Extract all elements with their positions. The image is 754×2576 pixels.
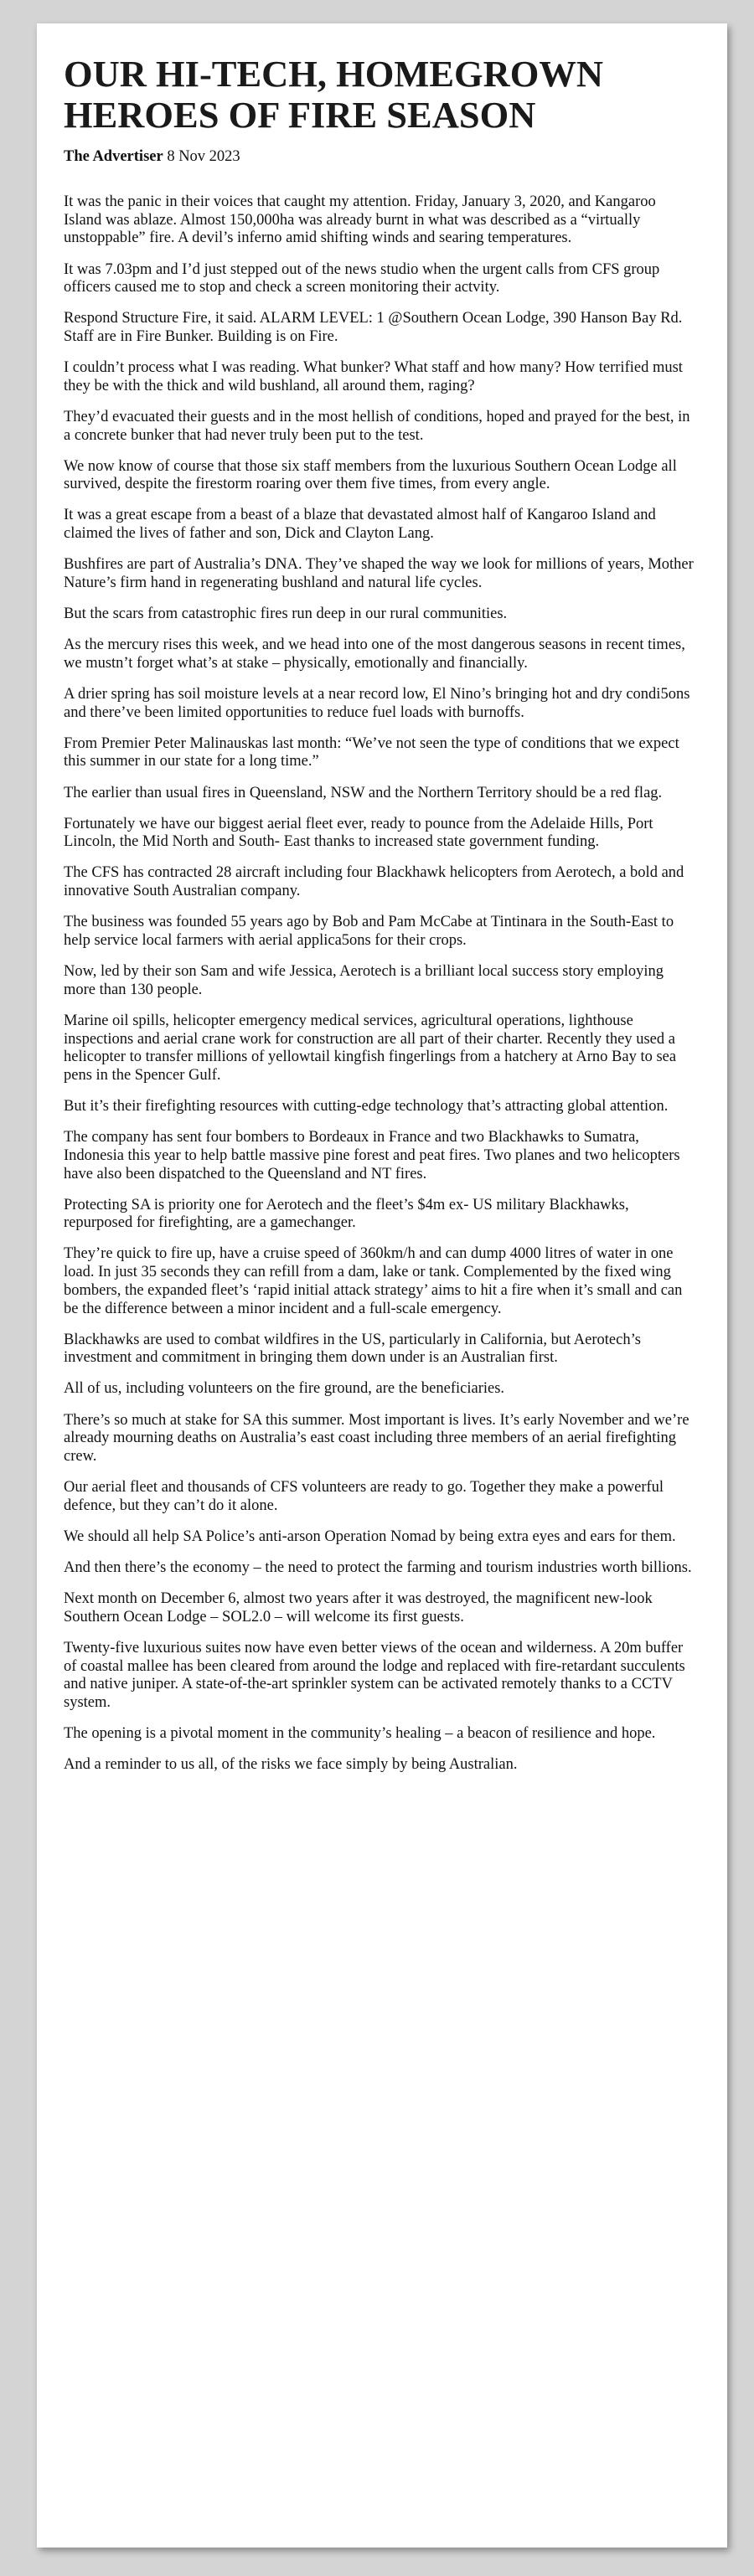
article-paragraph: Marine oil spills, helicopter emergency medical services, agricultural operations, lighthouse inspections and aerial crane work for construction are all part of their charter. Recently they used a helicopter to transfer millions of yellowtail kingfish fingerlings from a hatchery at Arno Bay to sea pens in the Spencer Gulf. (64, 1012, 677, 1084)
article-paragraph: And a reminder to us all, of the risks we face simply by being Australian. (64, 1756, 518, 1774)
article-paragraph: Protecting SA is priority one for Aerotech and the fleet’s $4m ex- US military Blackhawks, repurposed for firefighting, are a gamechanger. (64, 1196, 629, 1232)
article-paragraph: But the scars from catastrophic fires run deep in our rural communities. (64, 605, 508, 623)
article-paragraph: I couldn’t process what I was reading. What bunker? What staff and how many? How terrified must they be with the thick and wild bushland, all around them, raging? (64, 359, 683, 394)
article-paragraph: It was the panic in their voices that caught my attention. Friday, January 3, 2020, and Kangaroo Island was ablaze. Almost 150,000ha was already burnt in what was described as a “virtually unstoppable” fire. A devil’s inferno amid shifting winds and searing temperatures. (64, 193, 656, 247)
article-paragraph: Respond Structure Fire, it said. ALARM LEVEL: 1 @Southern Ocean Lodge, 390 Hanson Bay Rd. Staff are in Fire Bunker. Building is on Fire. (64, 310, 683, 345)
article-paragraph: All of us, including volunteers on the fire ground, are the beneficiaries. (64, 1380, 505, 1398)
byline (64, 147, 695, 166)
article-paragraph: A drier spring has soil moisture levels at a near record low, El Nino’s bringing hot and dry condi5ons and there’ve been limited opportunities to reduce fuel loads with burnoffs. (64, 685, 690, 721)
article-paragraph: Our aerial fleet and thousands of CFS volunteers are ready to go. Together they make a powerful defence, but they can’t do it alone. (64, 1479, 664, 1514)
article-paragraph: Now, led by their son Sam and wife Jessica, Aerotech is a brilliant local success story employing more than 130 people. (64, 963, 664, 998)
article-paragraph: The earlier than usual fires in Queensland, NSW and the Northern Territory should be a red flag. (64, 784, 663, 801)
article-paragraph: They’re quick to fire up, have a cruise speed of 360km/h and can dump 4000 litres of water in one load. In just 35 seconds they can refill from a dam, lake or tank. Complemented by the fixed wing bombers, the expanded fleet’s ‘rapid initial attack strategy’ aims to hit a fire when it’s small and can be the difference between a minor incident and a full-scale emergency. (64, 1245, 683, 1317)
article-paragraph: The opening is a pivotal moment in the community’s healing – a beacon of resilience and hope. (64, 1725, 656, 1743)
article-paragraph: From Premier Peter Malinauskas last month: “We’ve not seen the type of conditions that we expect this summer in our state for a long time.” (64, 734, 679, 770)
article-headline: OUR HI-TECH, HOMEGROWN HEROES OF FIRE SEASON (64, 53, 604, 136)
article-paragraph: Fortunately we have our biggest aerial fleet ever, ready to pounce from the Adelaide Hills, Port Lincoln, the Mid North and South- East thanks to increased state government funding. (64, 815, 653, 851)
publication-date: 8 Nov 2023 (167, 148, 240, 165)
article-paragraph: But it’s their firefighting resources with cutting-edge technology that’s attracting global attention. (64, 1098, 669, 1115)
article-paragraph: And then there’s the economy – the need to protect the farming and tourism industries worth billions. (64, 1558, 692, 1576)
article-paragraph: It was a great escape from a beast of a blaze that devastated almost half of Kangaroo Island and claimed the lives of father and son, Dick and Clayton Lang. (64, 507, 656, 543)
article-paragraph: The company has sent four bombers to Bordeaux in France and two Blackhawks to Sumatra, Indonesia this year to help battle massive pine forest and peat fires. Two planes and two helicopters have also been dispatched to the Queensland and NT fires. (64, 1129, 680, 1182)
article-paragraph: As the mercury rises this week, and we head into one of the most dangerous seasons in recent times, we mustn’t forget what’s at stake – physically, emotionally and financially. (64, 636, 685, 672)
article-paragraph: The business was founded 55 years ago by Bob and Pam McCabe at Tintinara in the South-East to help service local farmers with aerial applica5ons for their crops. (64, 914, 674, 949)
article-paragraph: There’s so much at stake for SA this summer. Most important is lives. It’s early November and we’re already mourning deaths on Australia’s east coast including three members of an aerial firefighting crew. (64, 1411, 689, 1465)
article-paragraph: Blackhawks are used to combat wildfires in the US, particularly in California, but Aerotech’s investment and commitment in bringing them down under is an Australian first. (64, 1331, 641, 1367)
publication-name: The Advertiser (64, 148, 163, 165)
article-body (64, 193, 695, 1775)
article-page (37, 23, 727, 2548)
article-paragraph: The CFS has contracted 28 aircraft including four Blackhawk helicopters from Aerotech, a bold and innovative South Australian company. (64, 864, 684, 900)
article-paragraph: It was 7.03pm and I’d just stepped out of the news studio when the urgent calls from CFS group officers caused me to stop and check a screen monitoring their actvity. (64, 260, 660, 296)
article-paragraph: We should all help SA Police’s anti-arson Operation Nomad by being extra eyes and ears for them. (64, 1528, 676, 1545)
article-paragraph: Bushfires are part of Australia’s DNA. They’ve shaped the way we look for millions of years, Mother Nature’s firm hand in regenerating bushland and natural life cycles. (64, 556, 694, 591)
article-paragraph: They’d evacuated their guests and in the most hellish of conditions, hoped and prayed for the best, in a concrete bunker that had never truly been put to the test. (64, 408, 690, 444)
article-paragraph: Next month on December 6, almost two years after it was destroyed, the magnificent new-look Southern Ocean Lodge – SOL2.0 – will welcome its first guests. (64, 1590, 653, 1625)
article-paragraph: We now know of course that those six staff members from the luxurious Southern Ocean Lodge all survived, despite the firestorm roaring over them five times, from every angle. (64, 457, 677, 493)
article-paragraph: Twenty-five luxurious suites now have even better views of the ocean and wilderness. A 20m buffer of coastal mallee has been cleared from around the lodge and replaced with fire-retardant succulents and native juniper. A state-of-the-art sprinkler system can be activated remotely thanks to a CCTV system. (64, 1639, 685, 1711)
